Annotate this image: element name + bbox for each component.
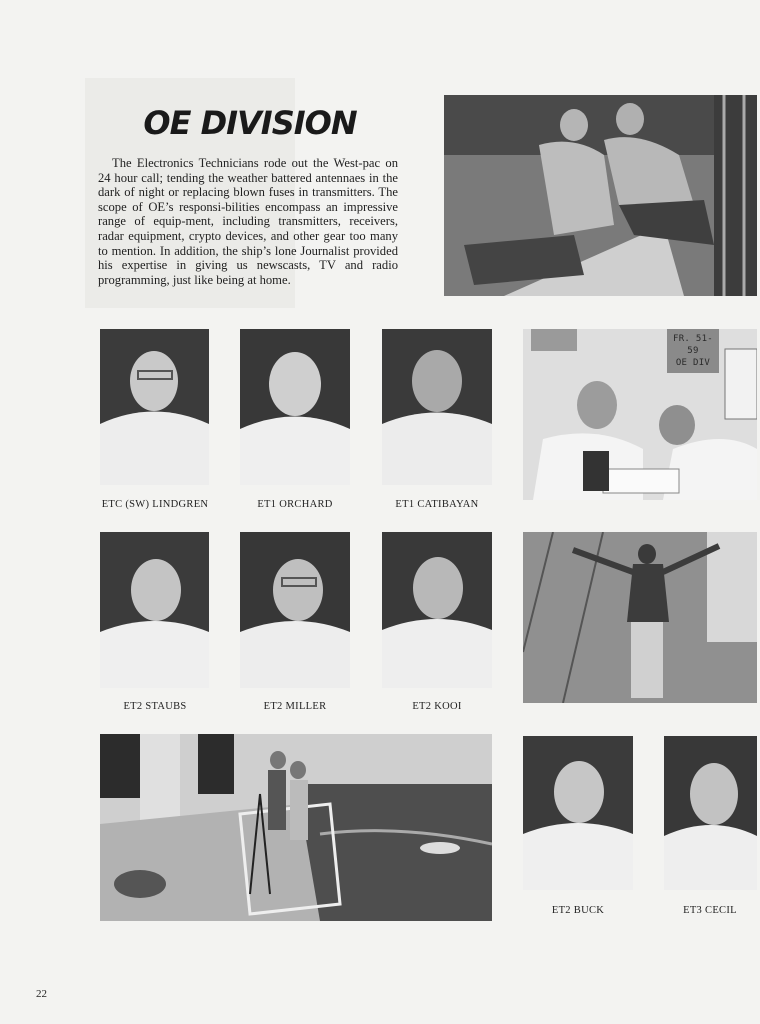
page-title: OE DIVISION — [143, 104, 357, 142]
portrait-image — [100, 329, 209, 485]
caption-staubs: ET2 STAUBS — [123, 701, 187, 712]
caption-miller: ET2 MILLER — [263, 701, 327, 712]
portrait-buck — [523, 736, 633, 890]
caption-catibayan: ET1 CATIBAYAN — [395, 499, 479, 510]
photo-camera-deck — [100, 734, 492, 921]
photo-office-candid — [523, 329, 757, 500]
caption-cecil: ET3 CECIL — [683, 905, 737, 916]
caption-kooi: ET2 KOOI — [412, 701, 462, 712]
portrait-miller — [240, 532, 350, 688]
caption-lindgren: ETC (SW) LINDGREN — [101, 499, 209, 510]
portrait-cecil — [664, 736, 757, 890]
portrait-image — [382, 329, 492, 485]
portrait-orchard — [240, 329, 350, 485]
deck-work-image — [444, 95, 757, 296]
intro-paragraph: The Electronics Technicians rode out the West-pac on 24 hour call; tending the weather battered antennaes in the dark of night or replacing blown fuses in transmitters. The scope of OE’s responsi-bilities encompass an impressive range of equip-ment, including transmitters, receivers, radar equipment, crypto devices, and other gear too many to mention. In addition, the ship’s lone Journalist provided his expertise in giving us newscasts, TV and radio programming, just like being at home. — [98, 156, 398, 287]
office-image — [523, 329, 757, 500]
portrait-image — [240, 532, 350, 688]
caption-buck: ET2 BUCK — [551, 905, 605, 916]
page-number: 22 — [36, 988, 47, 1000]
portrait-image — [664, 736, 757, 890]
photo-deck-work — [444, 95, 757, 296]
portrait-image — [100, 532, 209, 688]
flight-deck-image — [523, 532, 757, 703]
caption-orchard: ET1 ORCHARD — [257, 499, 333, 510]
portrait-staubs — [100, 532, 209, 688]
portrait-image — [382, 532, 492, 688]
portrait-catibayan — [382, 329, 492, 485]
camera-deck-image — [100, 734, 492, 921]
portrait-image — [240, 329, 350, 485]
sign-text: FR. 51-59 OE DIV — [672, 334, 714, 368]
photo-flight-deck — [523, 532, 757, 703]
portrait-lindgren — [100, 329, 209, 485]
portrait-kooi — [382, 532, 492, 688]
portrait-image — [523, 736, 633, 890]
